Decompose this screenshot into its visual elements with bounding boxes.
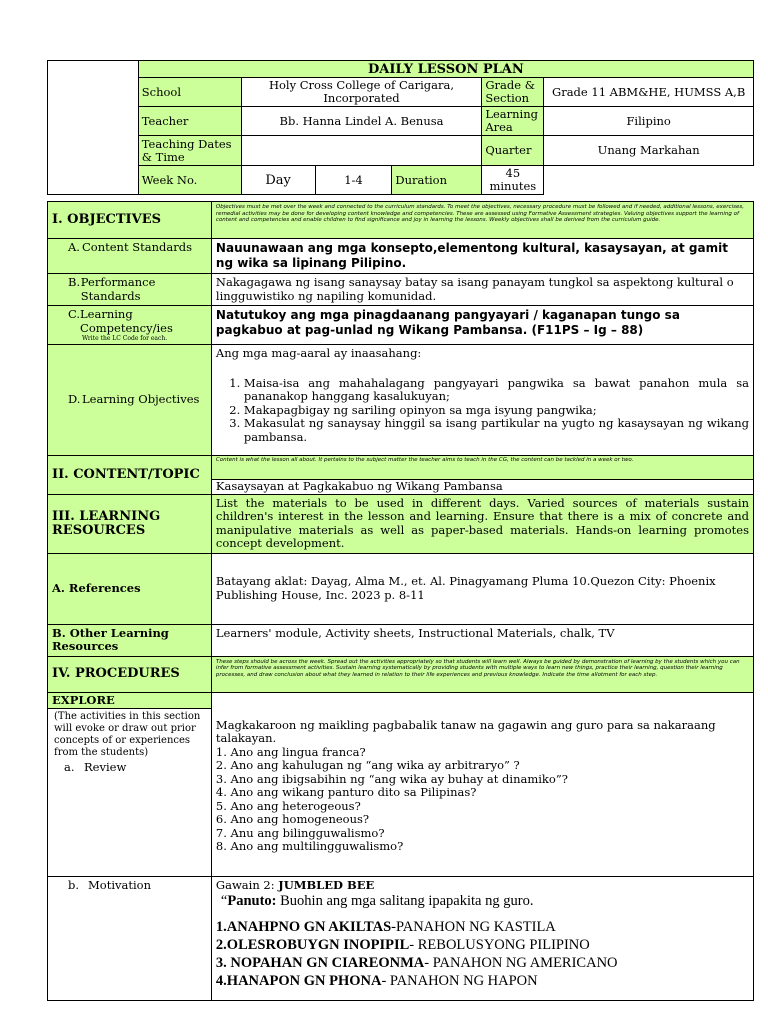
review-question: 1. Ano ang lingua franca? (215, 744, 366, 759)
logo-cell (48, 61, 139, 195)
jumbled-word: 2.OLESROBUYGN INOPIPIL (215, 937, 410, 953)
motivation-title-prefix: Gawain 2: (215, 877, 279, 892)
jumbled-word: 4.HANAPON GN PHONA (215, 973, 382, 989)
area-label: Learning Area (482, 107, 544, 136)
learning-objectives-label (48, 345, 212, 456)
jumbled-word: 1.ANAHPNO GN AKILTAS (215, 919, 392, 935)
school-value: Holy Cross College of Carigara, Incorporated (241, 78, 482, 107)
procedures-heading: IV. PROCEDURES (48, 656, 212, 692)
other-resources-value: Learners' module, Activity sheets, Instructional Materials, chalk, TV (211, 624, 753, 656)
panuto-label: Panuto: (227, 893, 277, 909)
review-question: 8. Ano ang multilingguwalismo? (215, 839, 404, 853)
performance-letter: B. (68, 275, 81, 289)
dates-label: Teaching Dates & Time (138, 136, 241, 166)
day-value: 1-4 (315, 166, 392, 195)
review-intro: Magkakaroon ng maikling pagbabalik tanaw na gagawin ang guro para sa nakaraang talakayan. (215, 717, 716, 745)
resources-value: List the materials to be used in different days. Varied sources of materials sustain children's interest in the lesson and learning. Ensure that there is a mix of concrete and manipulative materials as well as paper-based materials. Hands-on learning promotes concept development. (211, 494, 753, 553)
motivation-label: Motivation (88, 877, 151, 892)
grade-label: Grade & Section (482, 78, 544, 107)
review-content (211, 692, 753, 876)
objectives-heading: I. OBJECTIVES (48, 202, 212, 239)
jumbled-answer: - REBOLUSYONG PILIPINO (409, 937, 590, 953)
performance-standards-value: Nakagagawa ng isang sanaysay batay sa isang panayam tungkol sa aspektong kultural o lingguwistiko ng napiling komunidad. (211, 274, 753, 306)
procedures-note: These steps should be across the week. Spread out the activities appropriately so that students will learn well. Always be guided by demonstration of learning by the students which you can infer from formative assessment activities. Sustain learning systematically by providing students with multiple ways to learn new things, practice their learning, question their learning processes, and draw conclusion about what they learned in relation to their life experiences and previous knowledge. Indicate the time allotment for each step. (211, 656, 753, 692)
jumbled-word: 3. NOPAHAN GN CIAREONMA (215, 955, 425, 971)
review-question: 5. Ano ang heterogeous? (215, 798, 361, 813)
review-label: Review (84, 760, 127, 774)
motivation-quote: “ (220, 893, 228, 909)
content-standards-letter: A. (68, 240, 80, 254)
competency-label (48, 306, 212, 345)
review-question: 4. Ano ang wikang panturo dito sa Pilipinas? (215, 785, 477, 799)
jumbled-answer: - PANAHON NG AMERICANO (424, 955, 618, 971)
area-value: Filipino (544, 107, 754, 136)
resources-heading: III. LEARNING RESOURCES (48, 494, 212, 553)
lesson-plan-title: DAILY LESSON PLAN (138, 61, 753, 78)
jumbled-answer: -PANAHON NG KASTILA (391, 919, 556, 935)
competency-note: Write the LC Code for each. (82, 335, 168, 342)
learning-text: Learning Objectives (82, 392, 200, 407)
content-standards-label (48, 239, 212, 274)
other-resources-label: B. Other Learning Resources (48, 624, 212, 656)
content-standards-value: Nauunawaan ang mga konsepto,elementong kultural, kasaysayan, at gamit ng wika sa lipinang Pilipino. (211, 239, 753, 274)
jumbled-list (216, 918, 749, 990)
explore-cell (48, 692, 212, 876)
jumbled-item (216, 918, 749, 936)
jumbled-answer: - PANAHON NG HAPON (381, 973, 538, 989)
motivation-title: JUMBLED BEE (278, 877, 375, 892)
quarter-value: Unang Markahan (544, 136, 754, 166)
content-note: Content is what the lesson all about. It pertains to the subject matter the teacher aims to teach in the CG, the content can be tackled in a week or two. (211, 456, 753, 480)
dates-value (241, 136, 482, 166)
explore-note: (The activities in this section will evoke or draw out prior concepts of or experiences from the students) (54, 711, 201, 758)
review-question: 2. Ano ang kahulugan ng “ang wika ay arbitraryo” ? (215, 758, 520, 772)
content-heading: II. CONTENT/TOPIC (48, 456, 212, 495)
grade-value: Grade 11 ABM&HE, HUMSS A,B (544, 78, 754, 107)
teacher-value: Bb. Hanna Lindel A. Benusa (241, 107, 482, 136)
week-label: Week No. (138, 166, 241, 195)
learning-intro: Ang mga mag-aaral ay inaasahang: (215, 346, 422, 360)
jumbled-item (216, 972, 749, 990)
motivation-label-cell (48, 876, 212, 1000)
competency-value: Natutukoy ang mga pinagdaanang pangyayari / kaganapan tungo sa pagkabuo at pag-unlad ng Wikang Pambansa. (F11PS – Ig – 88) (211, 306, 753, 345)
duration-label: Duration (392, 166, 482, 195)
competency-text: Learning Competency/ies (80, 307, 173, 335)
performance-text: Performance Standards (80, 275, 156, 303)
performance-standards-label (48, 274, 212, 306)
objectives-note: Objectives must be met over the week and connected to the curriculum standards. To meet the objectives, necessary procedure must be followed and if needed, additional lessons, exercises, remedial activities may be done for developing content knowledge and competencies. These are assessed using Formative Assessment strategies. Valuing objectives support the learning of content and competencies and enable children to find significance and joy in learning the lessons. Weekly objectives shall be derived from the curriculum guide. (211, 202, 753, 239)
learning-objective-item: 1. Maisa-isa ang mahahalagang pangyayari pangwika sa bawat panahon mula sa pananakop hanggang kasalukuyan; (244, 377, 749, 404)
learning-letter: D. (68, 392, 81, 407)
lesson-body-table (47, 201, 754, 1001)
references-value: Batayang aklat: Dayag, Alma M., et. Al. Pinagyamang Pluma 10.Quezon City: Phoenix Publishing House, Inc. 2023 p. 8-11 (211, 553, 753, 624)
review-question: 6. Ano ang homogeneous? (215, 812, 370, 826)
review-letter: a. (64, 760, 75, 774)
review-question: 3. Ano ang ibigsabihin ng “ang wika ay buhay at dinamiko”? (215, 771, 568, 786)
motivation-letter: b. (68, 877, 80, 892)
learning-objective-item: 3. Makasulat ng sanaysay hinggil sa isang partikular na yugto ng kasaysayan ng wikang pambansa. (244, 417, 749, 444)
explore-label: EXPLORE (48, 693, 211, 710)
learning-objectives-value (211, 345, 753, 456)
references-label: A. References (48, 553, 212, 624)
day-label: Day (241, 166, 315, 195)
motivation-content (211, 876, 753, 1000)
teacher-label: Teacher (138, 107, 241, 136)
school-label: School (138, 78, 241, 107)
learning-objective-item: 2. Makapagbigay ng sariling opinyon sa mga isyung pangwika; (244, 404, 749, 418)
learning-objectives-list (216, 377, 749, 445)
jumbled-item (216, 936, 749, 954)
jumbled-item (216, 954, 749, 972)
content-value: Kasaysayan at Pagkakabuo ng Wikang Pambansa (211, 480, 753, 495)
panuto-text: Buohin ang mga salitang ipapakita ng guro. (276, 893, 534, 909)
duration-value: 45 minutes (482, 166, 544, 195)
competency-letter: C. (68, 307, 81, 321)
content-standards-text: Content Standards (82, 240, 192, 254)
review-question: 7. Anu ang bilingguwalismo? (215, 825, 385, 840)
header-table (47, 60, 754, 195)
quarter-label: Quarter (482, 136, 544, 166)
